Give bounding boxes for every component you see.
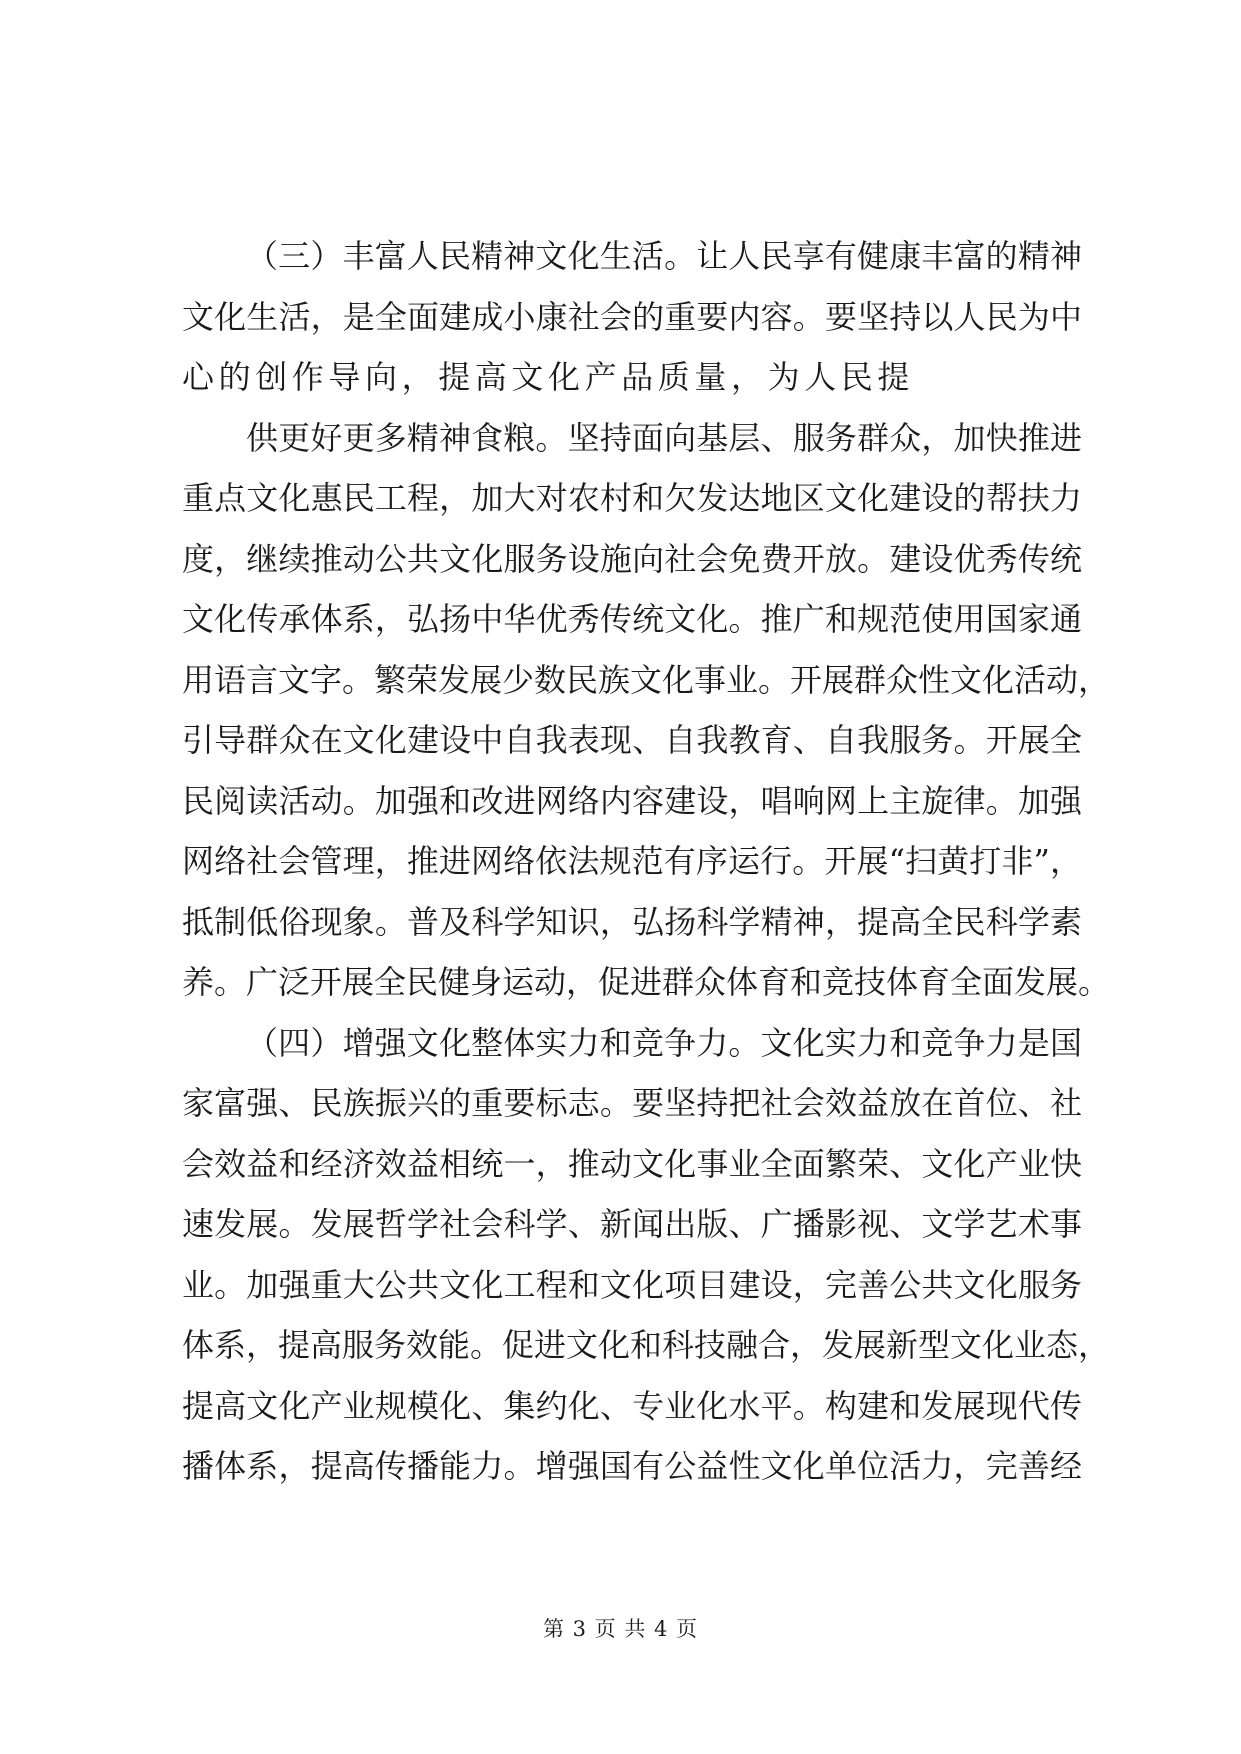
- paragraph-line: 重点文化惠民工程，加大对农村和欠发达地区文化建设的帮扶力: [182, 479, 1082, 517]
- paragraph-line: 养。广泛开展全民健身运动，促进群众体育和竞技体育全面发展。: [182, 963, 1111, 1001]
- paragraph-line: 心的创作导向，提高文化产品质量，为人民提: [182, 358, 915, 396]
- paragraph-line: 业。加强重大公共文化工程和文化项目建设，完善公共文化服务: [182, 1265, 1082, 1304]
- paragraph-line: 供更好更多精神食粮。坚持面向基层、服务群众，加快推进: [246, 418, 1082, 457]
- paragraph-line: （四）增强文化整体实力和竞争力。文化实力和竞争力是国: [246, 1023, 1082, 1062]
- paragraph-line: 播体系，提高传播能力。增强国有公益性文化单位活力，完善经: [182, 1447, 1082, 1485]
- paragraph-line: 文化生活，是全面建成小康社会的重要内容。要坚持以人民为中: [182, 297, 1082, 336]
- body-text: [182, 226, 1111, 1497]
- paragraph-line: 用语言文字。繁荣发展少数民族文化事业。开展群众性文化活动，: [182, 660, 1111, 699]
- paragraph-line: 度，继续推动公共文化服务设施向社会免费开放。建设优秀传统: [182, 539, 1082, 578]
- paragraph-line: 网络社会管理，推进网络依法规范有序运行。开展“扫黄打非”，: [182, 842, 1082, 880]
- paragraph-line: 会效益和经济效益相统一，推动文化事业全面繁荣、文化产业快: [182, 1144, 1082, 1183]
- paragraph-line: 速发展。发展哲学社会科学、新闻出版、广播影视、文学艺术事: [182, 1205, 1082, 1243]
- paragraph-line: 民阅读活动。加强和改进网络内容建设，唱响网上主旋律。加强: [182, 781, 1082, 820]
- paragraph-line: 提高文化产业规模化、集约化、专业化水平。构建和发展现代传: [182, 1386, 1082, 1425]
- paragraph-line: （三）丰富人民精神文化生活。让人民享有健康丰富的精神: [246, 237, 1082, 275]
- paragraph-line: 抵制低俗现象。普及科学知识，弘扬科学精神，提高全民科学素: [182, 902, 1082, 941]
- paragraph-line: 家富强、民族振兴的重要标志。要坚持把社会效益放在首位、社: [182, 1084, 1082, 1122]
- page-number-footer: 第 3 页 共 4 页: [542, 1617, 699, 1641]
- paragraph-line: 引导群众在文化建设中自我表现、自我教育、自我服务。开展全: [182, 721, 1082, 759]
- paragraph-line: 体系，提高服务效能。促进文化和科技融合，发展新型文化业态，: [182, 1326, 1111, 1364]
- paragraph-line: 文化传承体系，弘扬中华优秀传统文化。推广和规范使用国家通: [182, 600, 1082, 638]
